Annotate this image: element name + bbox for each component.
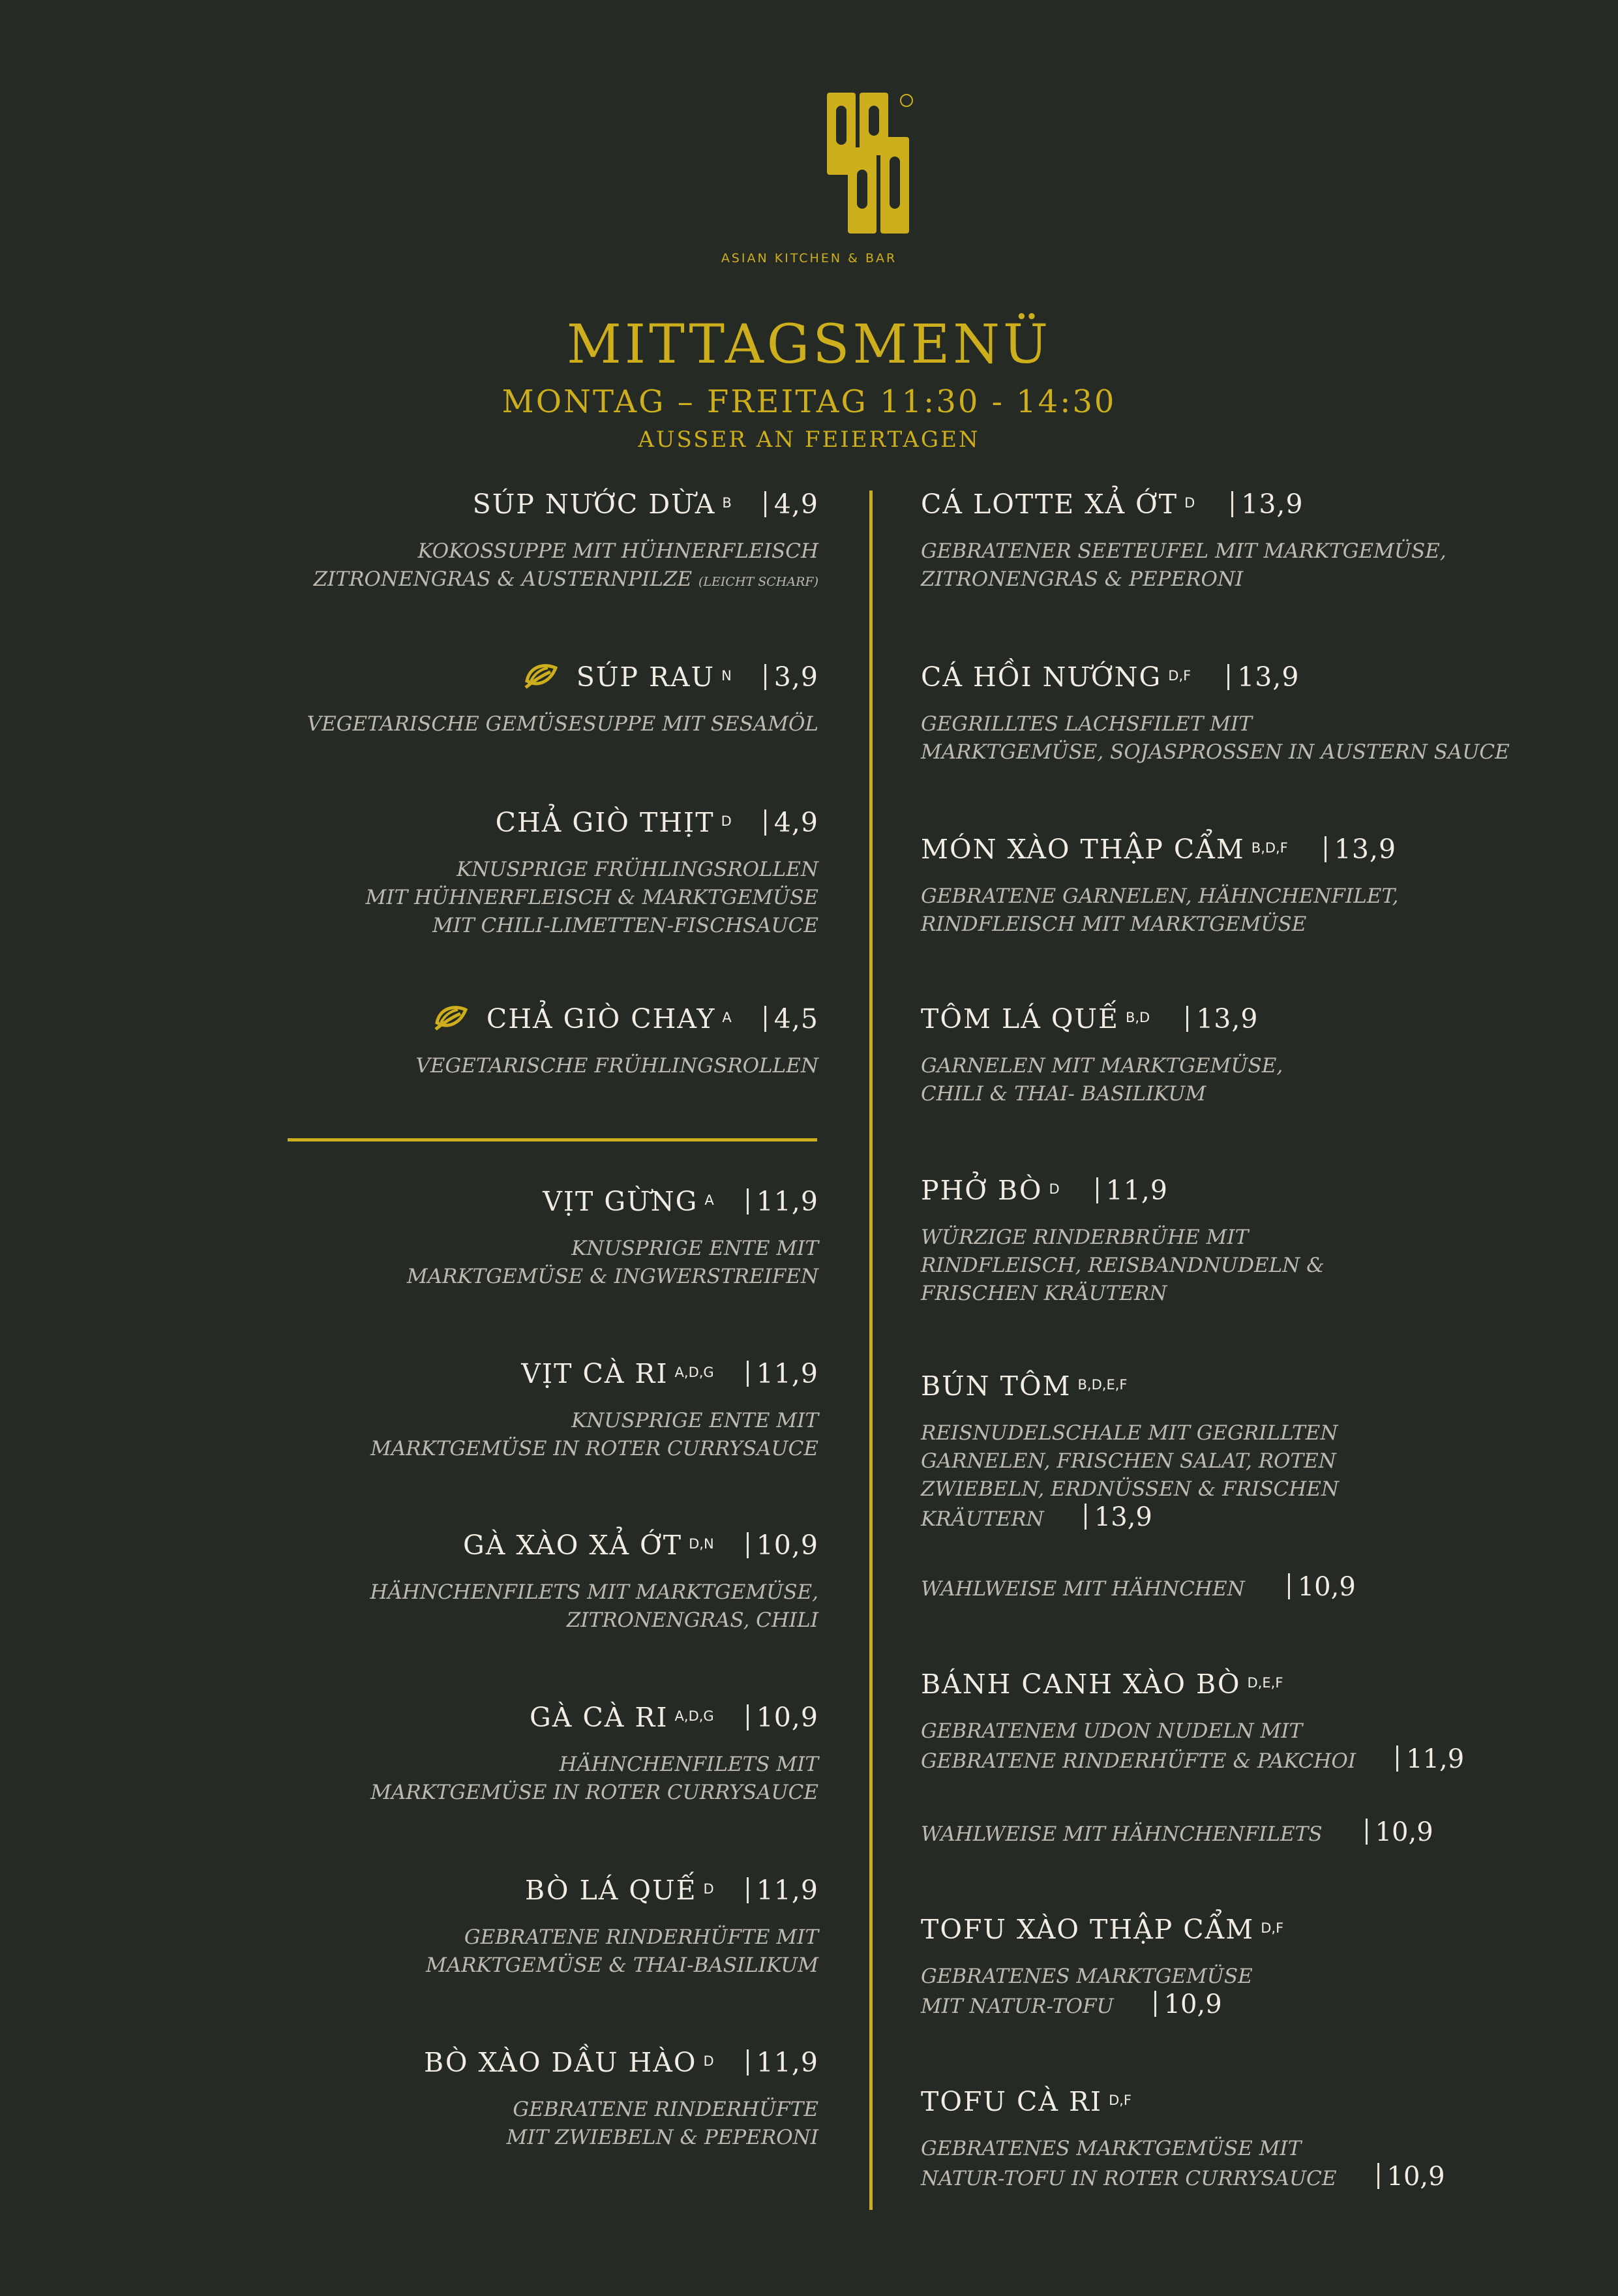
- price-value: 10,9: [756, 1530, 818, 1561]
- description-line: [921, 710, 1573, 738]
- allergen-codes: D,N: [689, 1536, 714, 1552]
- menu-item-header: [424, 2046, 818, 2079]
- menu-item-header: [426, 1874, 818, 1907]
- menu-item-header: [365, 806, 818, 839]
- description-text: MARKTGEMÜSE & THAI-BASILIKUM: [426, 1954, 818, 1977]
- description-text: ZITRONENGRAS & PEPERONI: [921, 567, 1244, 591]
- price-value: 10,9: [1163, 1989, 1222, 2019]
- description-text: GEBRATENES MARKTGEMÜSE: [921, 1965, 1253, 1988]
- dish-description: [921, 2135, 1573, 2193]
- description-line: [921, 2135, 1573, 2163]
- menu-item-header: [921, 488, 1573, 521]
- option-text: WAHLWEISE MIT HÄHNCHEN: [921, 1577, 1245, 1601]
- opening-hours: MONTAG – FREITAG 11:30 - 14:30: [502, 384, 1116, 420]
- description-line: [921, 1717, 1573, 1745]
- price-value: 10,9: [1375, 1817, 1433, 1847]
- price-value: 10,9: [756, 1702, 818, 1733]
- allergen-codes: D,F: [1168, 668, 1191, 684]
- description-text: GEBRATENE RINDERHÜFTE: [513, 2098, 818, 2121]
- allergen-codes: B,D: [1125, 1010, 1150, 1025]
- option-price: [1288, 1572, 1356, 1602]
- description-line: [921, 1252, 1573, 1280]
- description-line: [921, 566, 1573, 594]
- dish-name: BÒ XÀO DẦU HÀO: [423, 2047, 697, 2078]
- menu-item-header: [416, 1003, 819, 1035]
- dish-description: [407, 1235, 818, 1291]
- description-line: [370, 1407, 818, 1435]
- menu-item: [370, 1701, 818, 1807]
- dish-price: [1231, 489, 1303, 520]
- dish-name: VỊT CÀ RI: [521, 1358, 668, 1389]
- allergen-codes: D,F: [1261, 1920, 1284, 1936]
- dish-description: [365, 856, 818, 940]
- description-line: [424, 2096, 818, 2124]
- price-value: 13,9: [1241, 489, 1304, 520]
- menu-item: [921, 1003, 1573, 1108]
- allergen-codes: B,D,E,F: [1077, 1377, 1128, 1393]
- description-text: MIT NATUR-TOFU: [921, 1995, 1114, 2018]
- description-line: [921, 2163, 1573, 2193]
- price-value: 10,9: [1386, 2162, 1445, 2192]
- dish-price: [764, 807, 818, 838]
- description-line: [921, 1080, 1573, 1108]
- description-line: [407, 1235, 818, 1263]
- description-line: [921, 738, 1573, 766]
- dish-name: CÁ LOTTE XẢ ỚT: [921, 489, 1178, 520]
- dish-description: [921, 1963, 1573, 2021]
- dish-price: [747, 1530, 818, 1561]
- menu-item-header: [921, 1174, 1573, 1207]
- price-value: 13,9: [1237, 661, 1300, 693]
- description-line: [365, 912, 818, 940]
- allergen-codes: D: [1184, 495, 1195, 511]
- description-line: [426, 1924, 818, 1952]
- description-text: MARKTGEMÜSE, SOJASPROSSEN IN AUSTERN SAUCE: [921, 740, 1510, 764]
- description-line: [307, 710, 818, 738]
- price-value: 11,9: [756, 2047, 818, 2078]
- description-text: RINDFLEISCH MIT MARKTGEMÜSE: [921, 913, 1307, 936]
- price-value: 13,9: [1094, 1502, 1152, 1532]
- option-price: [1366, 1817, 1433, 1847]
- description-text: KNUSPRIGE ENTE MIT: [571, 1237, 818, 1260]
- price-value: 11,9: [756, 1875, 818, 1906]
- description-line: [426, 1952, 818, 1980]
- allergen-codes: D,F: [1109, 2092, 1132, 2108]
- dish-price: [747, 1186, 818, 1217]
- menu-item-header: [921, 833, 1573, 866]
- dish-price: [764, 661, 818, 693]
- brand-subtitle: ASIAN KITCHEN & BAR: [721, 251, 897, 265]
- description-line: [416, 1052, 819, 1080]
- allergen-codes: D: [703, 1881, 714, 1897]
- menu-item: [426, 1874, 818, 1980]
- allergen-codes: B,D,F: [1251, 840, 1288, 856]
- column-divider: [869, 491, 873, 2210]
- dish-name: GÀ CÀ RI: [530, 1702, 668, 1733]
- dish-description: [426, 1924, 818, 1980]
- menu-item: [921, 1913, 1573, 2021]
- dish-description: [314, 537, 818, 596]
- menu-title: MITTAGSMENÜ: [566, 314, 1052, 376]
- dish-description: [921, 883, 1573, 939]
- allergen-codes: A: [722, 1010, 732, 1025]
- allergen-codes: D,E,F: [1247, 1675, 1283, 1691]
- menu-item-header: [921, 1003, 1573, 1035]
- dish-description: [921, 1052, 1573, 1108]
- vegetarian-leaf-icon: [434, 1003, 468, 1032]
- description-text: FRISCHEN KRÄUTERN: [921, 1282, 1167, 1305]
- description-line: [407, 1263, 818, 1291]
- allergen-codes: D: [1049, 1181, 1060, 1197]
- dish-price: [764, 1003, 818, 1035]
- description-text: RINDFLEISCH, REISBANDNUDELN &: [921, 1254, 1325, 1277]
- dish-price: [747, 1875, 818, 1906]
- description-line: [921, 1419, 1573, 1447]
- dish-name: TOFU CÀ RI: [921, 2086, 1103, 2117]
- vegetarian-leaf-icon: [524, 661, 558, 690]
- description-text: HÄHNCHENFILETS MIT: [559, 1753, 818, 1776]
- menu-item-header: [314, 488, 818, 521]
- description-line: [314, 537, 818, 566]
- dish-name: BÁNH CANH XÀO BÒ: [921, 1669, 1241, 1700]
- allergen-codes: A,D,G: [674, 1708, 714, 1724]
- menu-item: [921, 488, 1573, 594]
- menu-item: [921, 1174, 1573, 1308]
- dish-price: [1085, 1502, 1152, 1532]
- price-value: 13,9: [1196, 1003, 1259, 1035]
- dish-name: BÚN TÔM: [921, 1370, 1071, 1402]
- description-line: [370, 1607, 818, 1635]
- menu-item-header: [921, 1370, 1573, 1402]
- restaurant-logo: [826, 91, 914, 235]
- description-line: [921, 537, 1573, 566]
- dish-price: [747, 1358, 818, 1389]
- description-text: ZWIEBELN, ERDNÜSSEN & FRISCHEN: [921, 1477, 1340, 1501]
- menu-item: [407, 1185, 818, 1291]
- dish-price: [1396, 1744, 1464, 1774]
- description-text: MIT CHILI-LIMETTEN-FISCHSAUCE: [432, 914, 818, 937]
- dish-price: [747, 1702, 818, 1733]
- dish-description: [370, 1578, 818, 1635]
- option-line: [921, 1572, 1356, 1602]
- description-text: REISNUDELSCHALE MIT GEGRILLTEN: [921, 1421, 1338, 1445]
- allergen-codes: A: [704, 1192, 714, 1208]
- description-line: [921, 1447, 1573, 1475]
- option-line: [921, 1817, 1433, 1847]
- description-line: [921, 1224, 1573, 1252]
- allergen-codes: N: [721, 668, 732, 684]
- description-text: ZITRONENGRAS & AUSTERNPILZE: [313, 567, 693, 591]
- description-text: KRÄUTERN: [921, 1507, 1044, 1531]
- description-text: MARKTGEMÜSE & INGWERSTREIFEN: [406, 1265, 818, 1288]
- price-value: 4,9: [773, 489, 818, 520]
- description-line: [424, 2124, 818, 2152]
- price-value: 11,9: [1406, 1744, 1465, 1774]
- dish-name: PHỞ BÒ: [921, 1175, 1043, 1206]
- description-line: [365, 856, 818, 884]
- option-text: WAHLWEISE MIT HÄHNCHENFILETS: [921, 1822, 1323, 1846]
- dish-name: CHẢ GIÒ THỊT: [495, 807, 715, 838]
- holiday-note: AUSSER AN FEIERTAGEN: [638, 427, 980, 453]
- dish-name: SÚP NƯỚC DỪA: [472, 489, 716, 520]
- description-line: [921, 1475, 1573, 1503]
- dish-description: [921, 537, 1573, 594]
- dish-name: MÓN XÀO THẬP CẨM: [921, 834, 1245, 865]
- dish-description: [424, 2096, 818, 2152]
- menu-item-header: [307, 661, 818, 693]
- dish-description: [921, 1419, 1573, 1533]
- description-text: NATUR-TOFU IN ROTER CURRYSAUCE: [921, 2167, 1337, 2190]
- description-line: [921, 1963, 1573, 1991]
- menu-item-header: [921, 1913, 1573, 1946]
- dish-description: [370, 1751, 818, 1807]
- price-value: 11,9: [756, 1186, 818, 1217]
- dish-price: [1227, 661, 1299, 693]
- menu-item: [370, 1357, 818, 1463]
- description-line: [370, 1751, 818, 1779]
- dish-description: [921, 1717, 1573, 1775]
- description-line: [370, 1779, 818, 1807]
- dish-name: VỊT GỪNG: [543, 1186, 698, 1217]
- description-text: GARNELEN, FRISCHEN SALAT, ROTEN: [921, 1449, 1336, 1473]
- dish-name: BÒ LÁ QUẾ: [525, 1875, 697, 1906]
- menu-item: [424, 2046, 818, 2152]
- dish-price: [747, 2047, 818, 2078]
- dish-name: GÀ XÀO XẢ ỚT: [462, 1530, 683, 1561]
- description-text: KNUSPRIGE FRÜHLINGSROLLEN: [457, 858, 818, 881]
- dish-name: SÚP RAU: [576, 661, 715, 693]
- menu-item-header: [921, 1668, 1573, 1700]
- allergen-codes: A,D,G: [674, 1365, 714, 1380]
- price-value: 10,9: [1297, 1572, 1356, 1602]
- menu-item: [307, 661, 818, 738]
- menu-item: [370, 1529, 818, 1635]
- price-value: 13,9: [1334, 834, 1397, 865]
- price-value: 4,5: [773, 1003, 818, 1035]
- section-divider: [288, 1138, 817, 1141]
- description-line: [370, 1435, 818, 1463]
- dish-price: [1186, 1003, 1258, 1035]
- dish-description: [921, 1224, 1573, 1308]
- menu-item-header: [370, 1529, 818, 1562]
- dish-name: CHẢ GIÒ CHAY: [486, 1003, 716, 1035]
- description-line: [921, 1052, 1573, 1080]
- description-text: WÜRZIGE RINDERBRÜHE MIT: [921, 1226, 1249, 1249]
- dish-price: [1154, 1989, 1222, 2019]
- price-value: 11,9: [756, 1358, 818, 1389]
- description-text: CHILI & THAI- BASILIKUM: [921, 1082, 1206, 1106]
- menu-item-header: [921, 661, 1573, 693]
- menu-item: [365, 806, 818, 940]
- description-text: KOKOSSUPPE MIT HÜHNERFLEISCH: [417, 539, 818, 563]
- dish-name: TÔM LÁ QUẾ: [921, 1003, 1119, 1035]
- description-line: [314, 566, 818, 596]
- menu-item: [416, 1003, 819, 1080]
- menu-item: [921, 1370, 1573, 1533]
- price-value: 3,9: [773, 661, 818, 693]
- description-line: [370, 1578, 818, 1607]
- price-value: 4,9: [773, 807, 818, 838]
- spice-note: (LEICHT SCHARF): [698, 575, 818, 589]
- description-text: GEBRATENEM UDON NUDELN MIT: [921, 1719, 1303, 1743]
- description-line: [921, 883, 1573, 911]
- menu-item: [921, 2085, 1573, 2193]
- description-text: GEBRATENES MARKTGEMÜSE MIT: [921, 2137, 1302, 2160]
- description-line: [921, 1745, 1573, 1775]
- dish-name: TOFU XÀO THẬP CẨM: [921, 1914, 1255, 1945]
- menu-item: [921, 1668, 1573, 1775]
- description-text: GEBRATENE RINDERHÜFTE MIT: [464, 1926, 818, 1949]
- description-text: MARKTGEMÜSE IN ROTER CURRYSAUCE: [370, 1781, 818, 1804]
- description-text: GEGRILLTES LACHSFILET MIT: [921, 712, 1252, 736]
- description-line: [921, 1991, 1573, 2021]
- description-text: MIT ZWIEBELN & PEPERONI: [506, 2126, 818, 2149]
- allergen-codes: D: [721, 813, 732, 829]
- description-line: [921, 1280, 1573, 1308]
- description-text: MARKTGEMÜSE IN ROTER CURRYSAUCE: [370, 1437, 818, 1460]
- dish-price: [1096, 1175, 1168, 1206]
- description-line: [921, 911, 1573, 939]
- price-value: 11,9: [1105, 1175, 1168, 1206]
- description-text: GEBRATENER SEETEUFEL MIT MARKTGEMÜSE,: [921, 539, 1446, 563]
- allergen-codes: B: [722, 495, 732, 511]
- menu-item-header: [370, 1357, 818, 1390]
- menu-item: [921, 661, 1573, 766]
- description-text: HÄHNCHENFILETS MIT MARKTGEMÜSE,: [370, 1580, 818, 1604]
- description-line: [921, 1503, 1573, 1533]
- dish-description: [416, 1052, 819, 1080]
- menu-item-header: [407, 1185, 818, 1218]
- dish-description: [370, 1407, 818, 1463]
- dish-price: [1377, 2162, 1445, 2192]
- description-text: GARNELEN MIT MARKTGEMÜSE,: [921, 1054, 1283, 1078]
- description-text: MIT HÜHNERFLEISCH & MARKTGEMÜSE: [365, 886, 818, 909]
- description-text: GEBRATENE GARNELEN, HÄHNCHENFILET,: [921, 884, 1399, 908]
- menu-item: [314, 488, 818, 596]
- description-text: GEBRATENE RINDERHÜFTE & PAKCHOI: [921, 1749, 1356, 1773]
- menu-item-header: [921, 2085, 1573, 2118]
- description-text: ZITRONENGRAS, CHILI: [566, 1609, 818, 1632]
- description-text: VEGETARISCHE GEMÜSESUPPE MIT SESAMÖL: [307, 712, 818, 736]
- menu-item-header: [370, 1701, 818, 1734]
- dish-description: [307, 710, 818, 738]
- dish-price: [764, 489, 818, 520]
- dish-name: CÁ HỒI NƯỚNG: [921, 661, 1162, 693]
- description-text: VEGETARISCHE FRÜHLINGSROLLEN: [415, 1054, 818, 1078]
- dish-price: [1325, 834, 1396, 865]
- description-text: KNUSPRIGE ENTE MIT: [571, 1409, 818, 1432]
- allergen-codes: D: [703, 2053, 714, 2069]
- description-line: [365, 884, 818, 912]
- dish-description: [921, 710, 1573, 766]
- menu-item: [921, 833, 1573, 939]
